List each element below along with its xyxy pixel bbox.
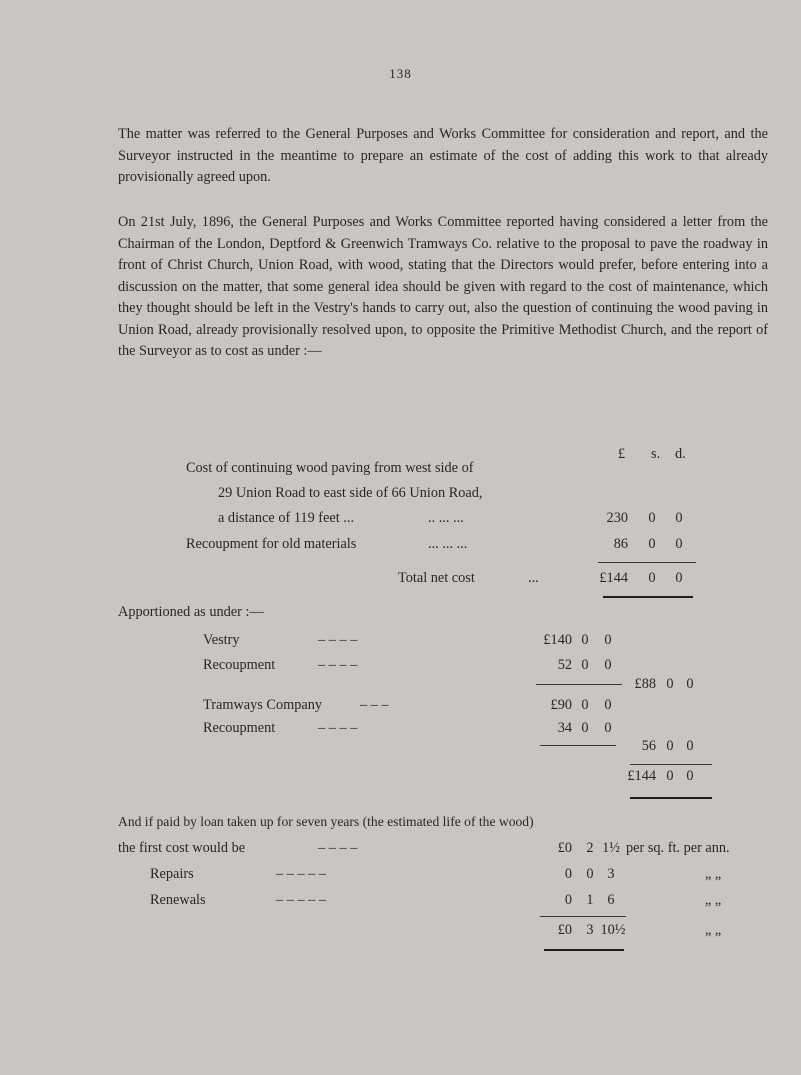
- cost-item2-label: Recoupment for old materials: [186, 536, 357, 552]
- renewals-ditto: „ „: [705, 892, 722, 908]
- cost-item1-line3: a distance of 119 feet ...: [218, 510, 355, 526]
- repairs-dashes: – – – – –: [276, 866, 327, 882]
- renewals-dashes: – – – – –: [276, 892, 327, 908]
- first-cost-unit: per sq. ft. per ann.: [626, 840, 730, 856]
- paragraph-report: On 21st July, 1896, the General Purposes and Works Committee reported having considered a letter from the Chairman of the London, Deptford & Greenwich Tramways Co. relative to the proposal to pave the roadway in front of Christ Church, Union Road, with wood, stating that the Directors would prefer, before entering into a discussion on the matter, that some general idea should be given with regard to the cost of maintenance, which they thought should be left in the Vestry's hands to carry out, also the question of continuing the wood paving in Union Road, already provisionally resolved upon, to opposite the Primitive Methodist Church, and the report of the Surveyor as to cost as under :—: [118, 214, 768, 359]
- first-cost-dashes: – – – –: [318, 840, 358, 856]
- apportion-total-pounds: £144: [627, 768, 656, 784]
- col-shillings-header: s.: [651, 446, 661, 462]
- apportion-total-shillings: 0: [666, 768, 674, 784]
- vestry-pounds: £140: [543, 632, 572, 648]
- loan-intro: And if paid by loan taken up for seven years (the estimated life of the wood): [118, 814, 534, 829]
- renewals-shillings: 1: [586, 892, 594, 908]
- vestry-net-pence: 0: [686, 676, 694, 692]
- tramways-net-shillings: 0: [666, 738, 674, 754]
- loan-total-pounds: £0: [557, 922, 572, 938]
- repairs-pounds: 0: [564, 866, 572, 882]
- recoupment2-shillings: 0: [581, 720, 589, 736]
- tramways-net-pounds: 56: [641, 738, 656, 754]
- cost-item2-pence: 0: [675, 536, 683, 552]
- repairs-label: Repairs: [150, 866, 194, 882]
- tramways-pounds: £90: [550, 697, 572, 713]
- renewals-label: Renewals: [150, 892, 206, 908]
- recoupment2-pounds: 34: [557, 720, 572, 736]
- recoupment1-pounds: 52: [557, 657, 572, 673]
- tramways-shillings: 0: [581, 697, 589, 713]
- loan-total-ditto: „ „: [705, 922, 722, 938]
- page-number: 138: [389, 66, 412, 81]
- cost-subtotal-rule: [598, 562, 696, 563]
- first-cost-shillings: 2: [586, 840, 594, 856]
- cost-item1-dots: .. ... ...: [428, 510, 464, 526]
- apportion-total-pence: 0: [686, 768, 694, 784]
- loan-total-pence: 10½: [600, 922, 626, 938]
- apportion-total-double-rule: [630, 797, 712, 799]
- recoupment2-dashes: – – – –: [318, 720, 358, 736]
- cost-item1-pence: 0: [675, 510, 683, 526]
- vestry-dashes: – – – –: [318, 632, 358, 648]
- apportioned-heading: Apportioned as under :—: [118, 604, 264, 620]
- total-net-cost-label: Total net cost: [398, 570, 475, 586]
- cost-item1-line1: Cost of continuing wood paving from west side of: [186, 460, 474, 476]
- first-cost-pounds: £0: [557, 840, 572, 856]
- loan-total-shillings: 3: [586, 922, 594, 938]
- tramways-label: Tramways Company: [203, 697, 323, 713]
- total-net-cost-dots: ...: [528, 570, 539, 586]
- total-net-cost-double-rule: [603, 596, 693, 598]
- recoupment1-dashes: – – – –: [318, 657, 358, 673]
- cost-item2-shillings: 0: [648, 536, 656, 552]
- cost-item1-pounds: 230: [606, 510, 628, 526]
- repairs-shillings: 0: [586, 866, 594, 882]
- tramways-dashes: – – –: [360, 697, 389, 713]
- total-net-cost-shillings: 0: [648, 570, 656, 586]
- recoupment1-label: Recoupment: [203, 657, 276, 673]
- renewals-pence: 6: [607, 892, 615, 908]
- paragraph-referral: The matter was referred to the General Purposes and Works Committee for consideration and report, and the Surveyor instructed in the meantime to prepare an estimate of the cost of adding this work to that already provisionally agreed upon.: [118, 126, 768, 185]
- vestry-net-shillings: 0: [666, 676, 674, 692]
- first-cost-label: the first cost would be: [118, 840, 246, 856]
- recoupment1-pence: 0: [604, 657, 612, 673]
- cost-item2-pounds: 86: [613, 536, 628, 552]
- loan-total-double-rule: [544, 949, 624, 951]
- total-net-cost-pounds: £144: [599, 570, 628, 586]
- vestry-pence: 0: [604, 632, 612, 648]
- vestry-label: Vestry: [203, 632, 240, 648]
- col-pence-header: d.: [675, 446, 686, 462]
- cost-item1-shillings: 0: [648, 510, 656, 526]
- repairs-pence: 3: [607, 866, 615, 882]
- apportion-total-rule: [630, 764, 712, 765]
- recoupment2-label: Recoupment: [203, 720, 276, 736]
- cost-item1-line2: 29 Union Road to east side of 66 Union Road,: [218, 485, 483, 501]
- repairs-ditto: „ „: [705, 866, 722, 882]
- first-cost-pence: 1½: [602, 840, 620, 856]
- recoupment2-rule: [540, 745, 616, 746]
- tramways-pence: 0: [604, 697, 612, 713]
- recoupment1-shillings: 0: [581, 657, 589, 673]
- total-net-cost-pence: 0: [675, 570, 683, 586]
- recoupment2-pence: 0: [604, 720, 612, 736]
- tramways-net-pence: 0: [686, 738, 694, 754]
- vestry-shillings: 0: [581, 632, 589, 648]
- recoupment1-rule: [536, 684, 622, 685]
- vestry-net-pounds: £88: [634, 676, 656, 692]
- cost-item2-dots: ... ... ...: [428, 536, 468, 552]
- col-pounds-header: £: [618, 446, 626, 462]
- loan-total-rule: [540, 916, 626, 917]
- renewals-pounds: 0: [564, 892, 572, 908]
